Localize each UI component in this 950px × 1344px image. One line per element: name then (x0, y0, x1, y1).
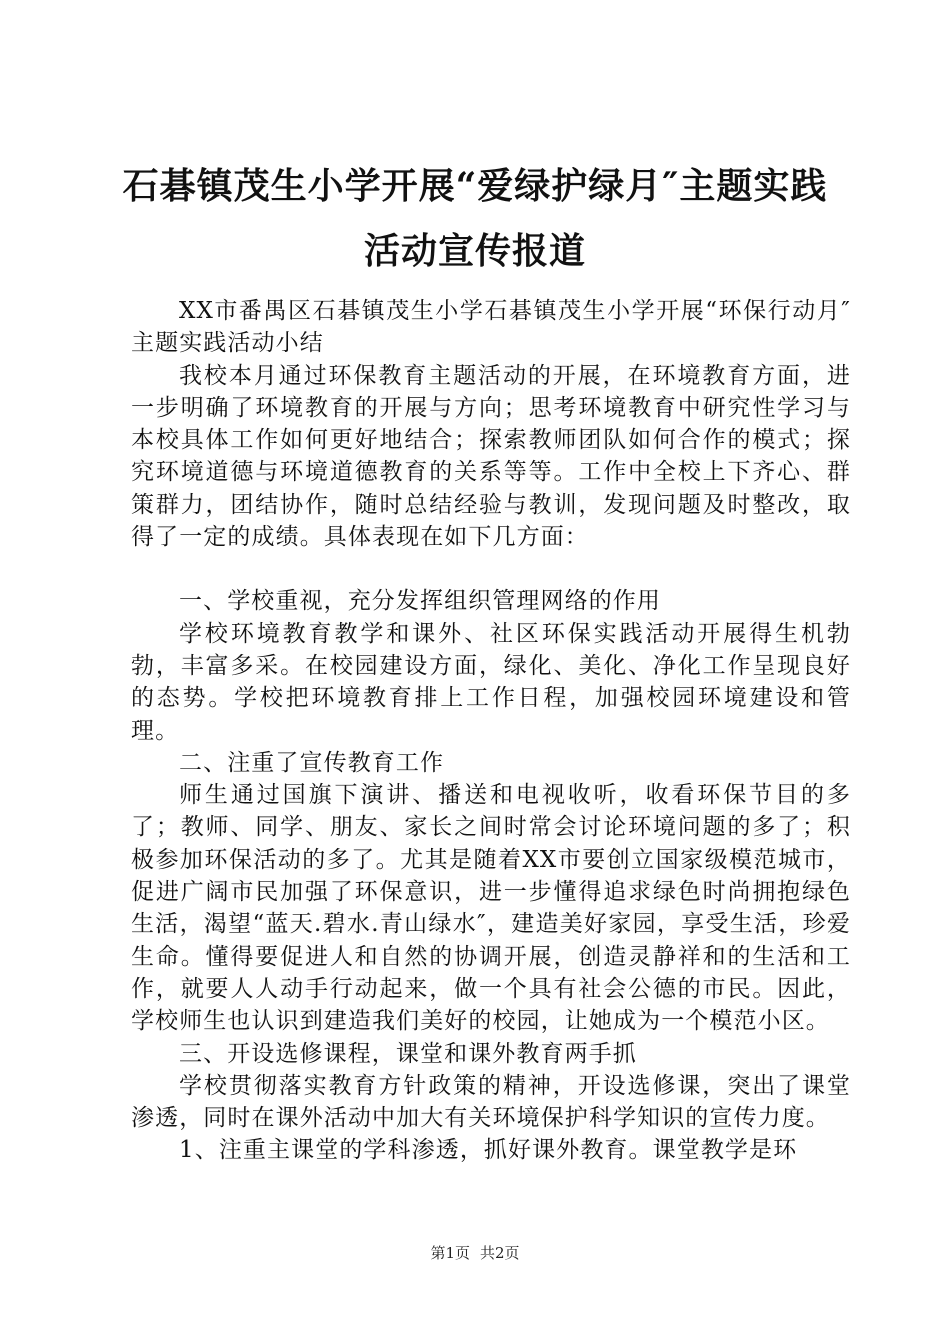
section-2-paragraph: 师生通过国旗下演讲、播送和电视收听，收看环保节目的多了；教师、同学、朋友、家长之间时常会讨论环境问题的多了；积极参加环保活动的多了。尤其是随着XX市要创立国家级模范城市，促进广阔市民加强了环保意识，进一步懂得追求绿色时尚拥抱绿色生活，渴望“蓝天.碧水.青山绿水″，建造美好家园，享受生活，珍爱生命。懂得要促进人和自然的协调开展，创造灵静祥和的生活和工作，就要人人动手行动起来，做一个具有社会公德的市民。因此，学校师生也认识到建造我们美好的校园，让她成为一个模范小区。 (131, 782, 851, 1035)
section-heading-2: 二、注重了宣传教育工作 (179, 749, 445, 776)
title-line-2: 活动宣传报道 (363, 230, 586, 272)
section-heading-1: 一、学校重视，充分发挥组织管理网络的作用 (179, 588, 661, 615)
document-title (100, 160, 850, 277)
page-footer (0, 1243, 950, 1263)
section-heading-3: 三、开设选修课程，课堂和课外教育两手抓 (179, 1040, 637, 1067)
title-line-1: 石碁镇茂生小学开展“爱绿护绿月″主题实践 (122, 165, 828, 207)
intro-paragraph: XX市番禺区石碁镇茂生小学石碁镇茂生小学开展“环保行动月″主题实践活动小结 (131, 298, 851, 357)
document-body (131, 295, 851, 1167)
section-3-paragraph: 学校贯彻落实教育方针政策的精神，开设选修课，突出了课堂渗透，同时在课外活动中加大有关环境保护科学知识的宣传力度。 (131, 1072, 851, 1132)
section-1-paragraph: 学校环境教育教学和课外、社区环保实践活动开展得生机勃勃，丰富多采。在校园建设方面，绿化、美化、净化工作呈现良好的态势。学校把环境教育排上工作日程，加强校园环境建设和管理。 (131, 620, 851, 744)
page-number-total: 共2页 (480, 1244, 520, 1262)
paragraph-spacer (131, 553, 851, 585)
summary-paragraph: 我校本月通过环保教育主题活动的开展，在环境教育方面，进一步明确了环境教育的开展与方向；思考环境教育中研究性学习与本校具体工作如何更好地结合；探索教师团队如何合作的模式；探究环境道德与环境道德教育的关系等等。工作中全校上下齐心、群策群力，团结协作，随时总结经验与教训，发现问题及时整改，取得了一定的成绩。具体表现在如下几方面： (131, 362, 851, 551)
page-number-current: 第1页 (430, 1244, 470, 1262)
subsection-1-paragraph: 1、注重主课堂的学科渗透，抓好课外教育。课堂教学是环 (179, 1137, 798, 1164)
